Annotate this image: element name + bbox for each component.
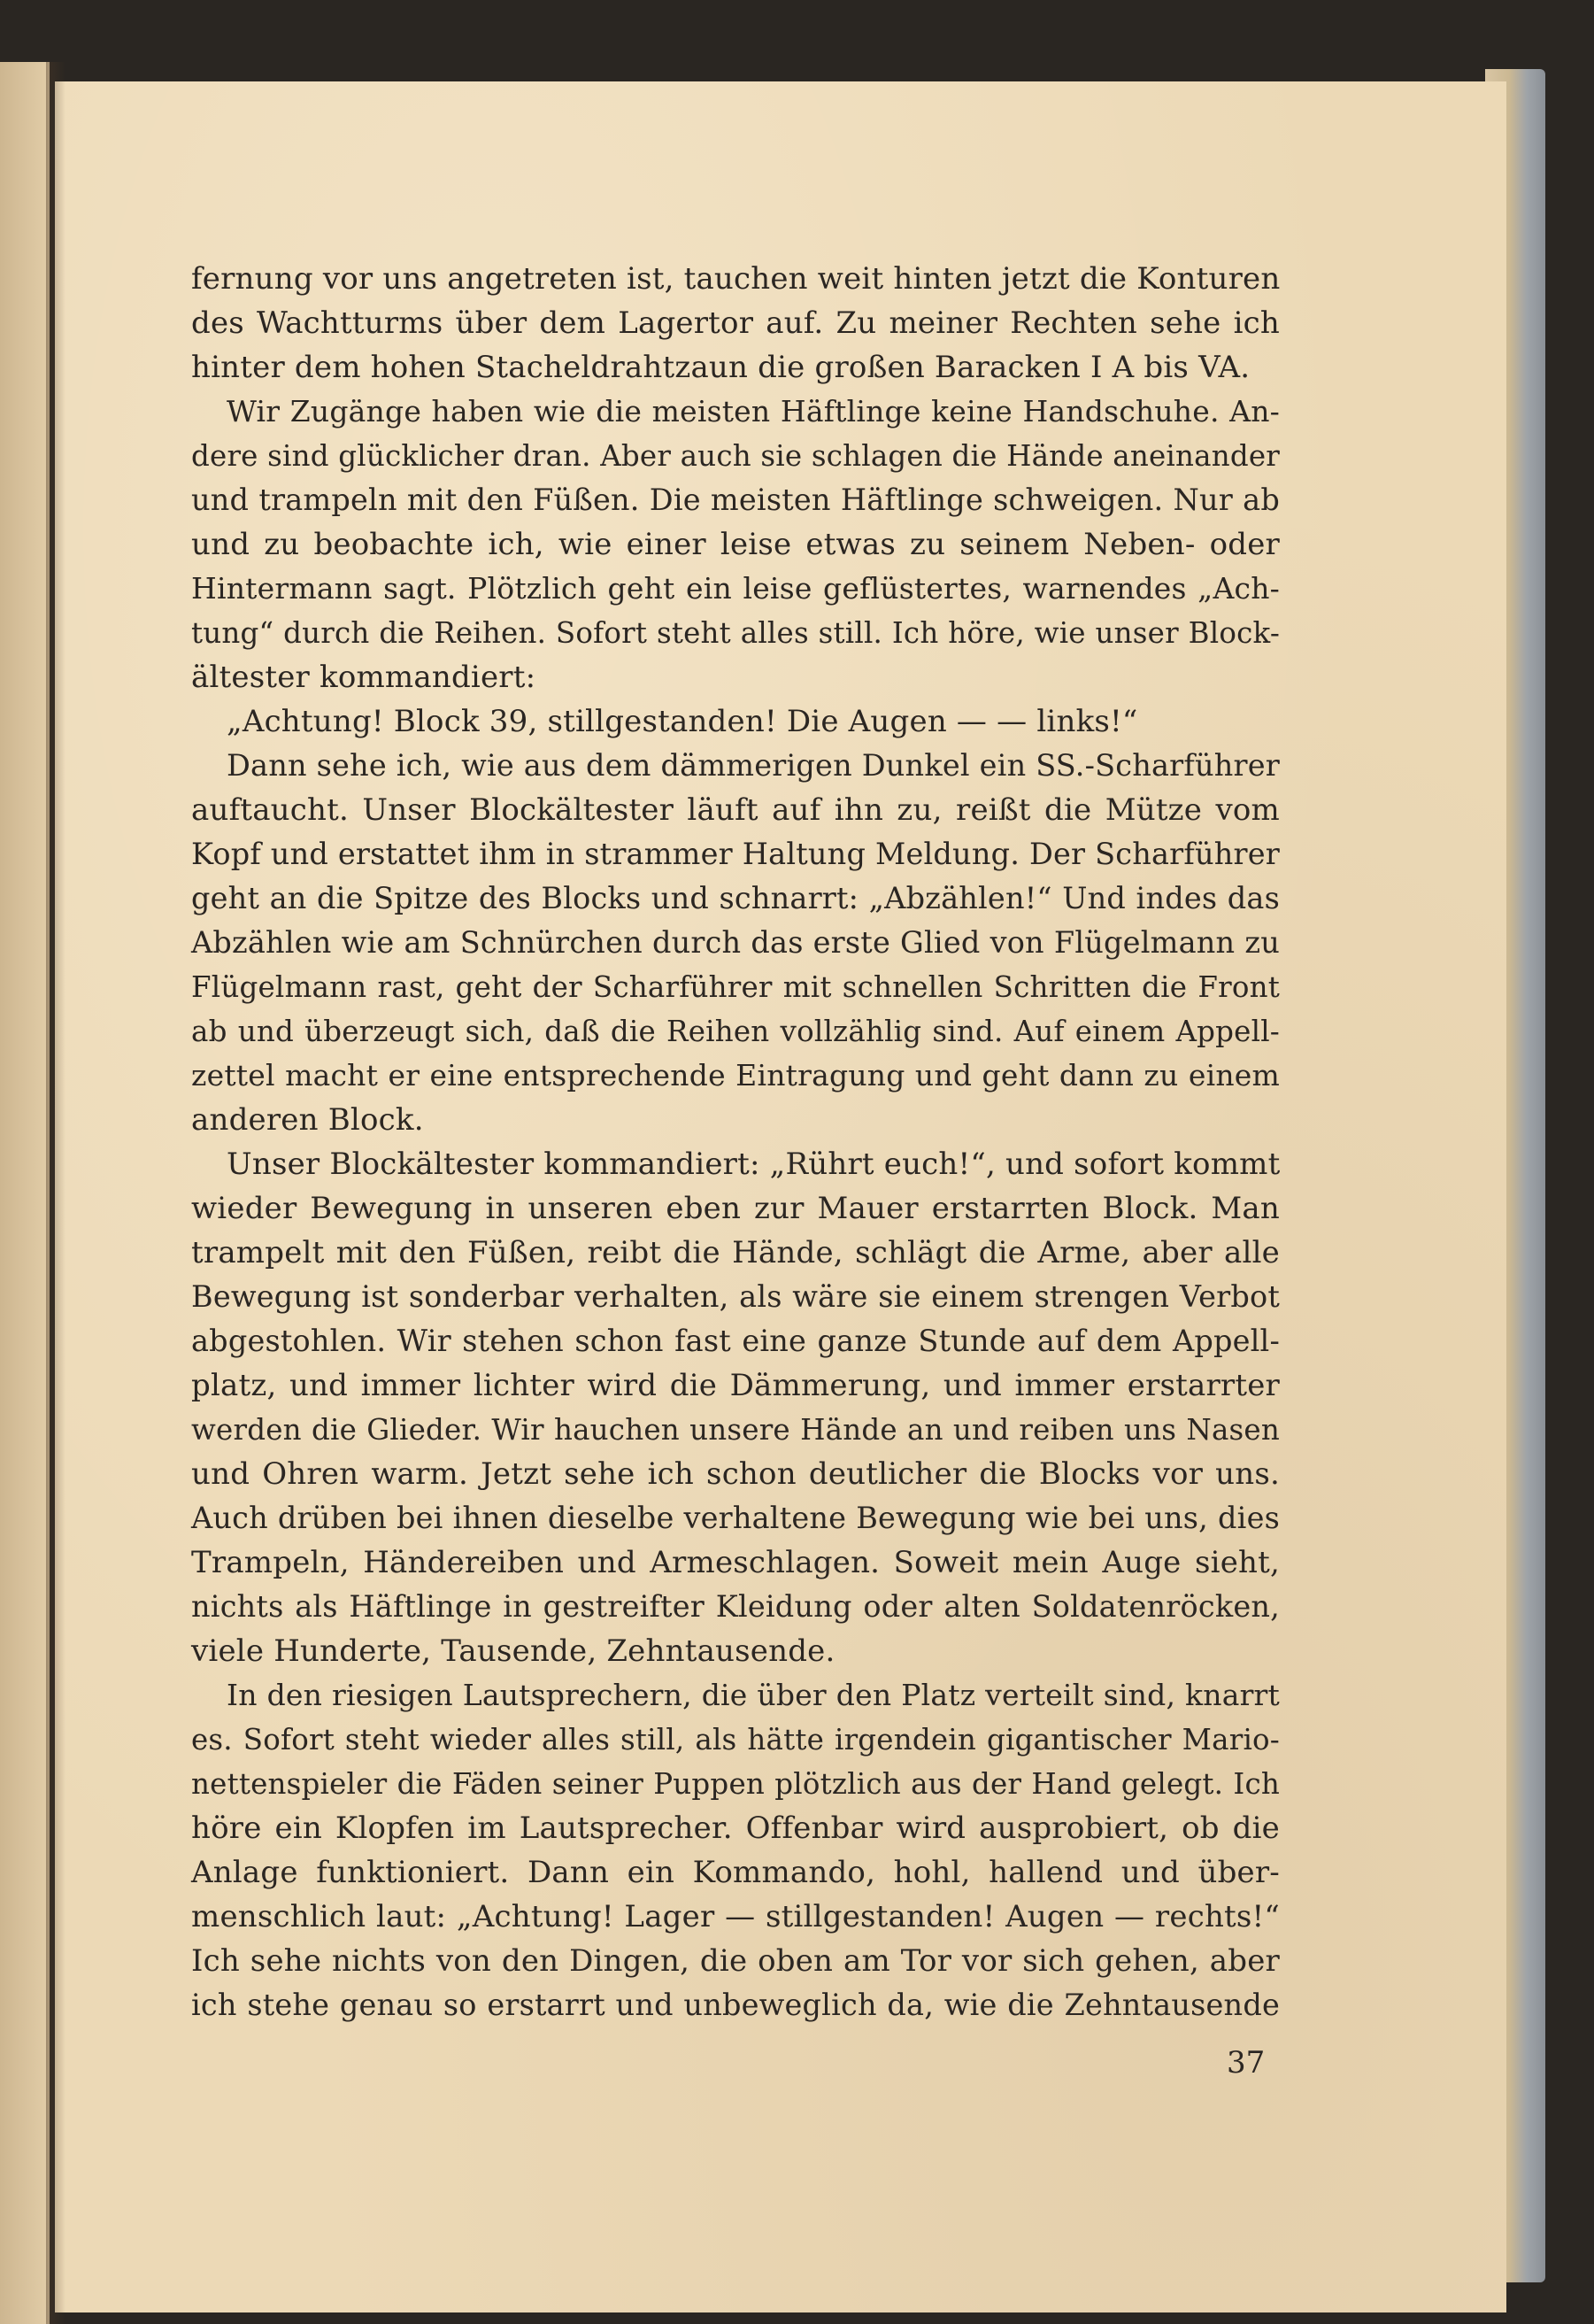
previous-page-edge bbox=[0, 62, 50, 2324]
text-line: des Wachtturms über dem Lagertor auf. Zu meiner Rechten sehe ich bbox=[191, 305, 1280, 341]
text-line: Dann sehe ich, wie aus dem dämmerigen Dunkel ein SS.-Scharführer bbox=[227, 748, 1280, 783]
text-line: es. Sofort steht wieder alles still, als hätte irgendein gigantischer Mario- bbox=[191, 1723, 1280, 1757]
text-line: Unser Blockältester kommandiert: „Rührt euch!“, und sofort kommt bbox=[227, 1147, 1281, 1182]
text-line: werden die Glieder. Wir hauchen unsere Hände an und reiben uns Nasen bbox=[191, 1413, 1280, 1447]
text-line: ältester kommandiert: bbox=[191, 660, 536, 695]
text-line: nettenspieler die Fäden seiner Puppen plötzlich aus der Hand gelegt. Ich bbox=[191, 1767, 1280, 1801]
text-line: Auch drüben bei ihnen dieselbe verhaltene Bewegung wie bei uns, dies bbox=[191, 1501, 1280, 1535]
text-line: Anlage funktioniert. Dann ein Kommando, hohl, hallend und über- bbox=[191, 1855, 1280, 1890]
text-line: Abzählen wie am Schnürchen durch das erste Glied von Flügelmann zu bbox=[191, 925, 1280, 960]
text-line: höre ein Klopfen im Lautsprecher. Offenbar wird ausprobiert, ob die bbox=[191, 1811, 1280, 1846]
text-line: trampelt mit den Füßen, reibt die Hände, schlägt die Arme, aber alle bbox=[191, 1235, 1280, 1270]
text-line: auftaucht. Unser Blockältester läuft auf ihn zu, reißt die Mütze vom bbox=[191, 792, 1280, 828]
text-line: Wir Zugänge haben wie die meisten Häftlinge keine Handschuhe. An- bbox=[227, 394, 1280, 429]
text-line: nichts als Häftlinge in gestreifter Kleidung oder alten Soldatenröcken, bbox=[191, 1589, 1280, 1624]
text-line: dere sind glücklicher dran. Aber auch sie schlagen die Hände aneinander bbox=[191, 439, 1281, 473]
text-line: Hintermann sagt. Plötzlich geht ein leise geflüstertes, warnendes „Ach- bbox=[191, 571, 1280, 606]
text-line: geht an die Spitze des Blocks und schnarrt: „Abzählen!“ Und indes das bbox=[191, 881, 1280, 915]
text-line: wieder Bewegung in unseren eben zur Mauer erstarrten Block. Man bbox=[191, 1191, 1280, 1226]
text-line: ab und überzeugt sich, daß die Reihen vollzählig sind. Auf einem Appell- bbox=[191, 1015, 1280, 1048]
text-line: und Ohren warm. Jetzt sehe ich schon deutlicher die Blocks vor uns. bbox=[191, 1456, 1280, 1492]
text-line: Trampeln, Händereiben und Armeschlagen. Soweit mein Auge sieht, bbox=[191, 1545, 1280, 1580]
text-line: viele Hunderte, Tausende, Zehntausende. bbox=[191, 1633, 836, 1669]
text-line: ich stehe genau so erstarrt und unbeweglich da, wie die Zehntausende bbox=[191, 1988, 1280, 2022]
spine-shadow bbox=[46, 62, 65, 2324]
text-line: tung“ durch die Reihen. Sofort steht alles still. Ich höre, wie unser Block- bbox=[191, 616, 1280, 650]
text-line: platz, und immer lichter wird die Dämmerung, und immer erstarrter bbox=[191, 1368, 1280, 1403]
page-number: 37 bbox=[1227, 2045, 1266, 2081]
text-line: menschlich laut: „Achtung! Lager — stillgestanden! Augen — rechts!“ bbox=[191, 1899, 1280, 1934]
text-line: hinter dem hohen Stacheldrahtzaun die großen Baracken I A bis VA. bbox=[191, 350, 1251, 385]
text-line: Ich sehe nichts von den Dingen, die oben am Tor vor sich gehen, aber bbox=[191, 1943, 1280, 1979]
text-line: „Achtung! Block 39, stillgestanden! Die Augen — — links!“ bbox=[227, 704, 1138, 739]
text-line: Flügelmann rast, geht der Scharführer mit schnellen Schritten die Front bbox=[191, 970, 1280, 1004]
text-line: In den riesigen Lautsprechern, die über den Platz verteilt sind, knarrt bbox=[227, 1678, 1280, 1712]
text-line: zettel macht er eine entsprechende Eintragung und geht dann zu einem bbox=[191, 1058, 1280, 1093]
text-line: fernung vor uns angetreten ist, tauchen weit hinten jetzt die Konturen bbox=[191, 261, 1281, 297]
text-line: und trampeln mit den Füßen. Die meisten Häftlinge schweigen. Nur ab bbox=[191, 483, 1280, 517]
text-line: anderen Block. bbox=[191, 1102, 424, 1138]
text-line: abgestohlen. Wir stehen schon fast eine ganze Stunde auf dem Appell- bbox=[191, 1324, 1280, 1358]
body-text bbox=[191, 257, 1281, 2022]
text-line: Bewegung ist sonderbar verhalten, als wäre sie einem strengen Verbot bbox=[191, 1279, 1280, 1314]
text-line: Kopf und erstattet ihm in strammer Haltung Meldung. Der Scharführer bbox=[191, 837, 1280, 871]
text-line: und zu beobachte ich, wie einer leise etwas zu seinem Neben- oder bbox=[191, 527, 1280, 562]
